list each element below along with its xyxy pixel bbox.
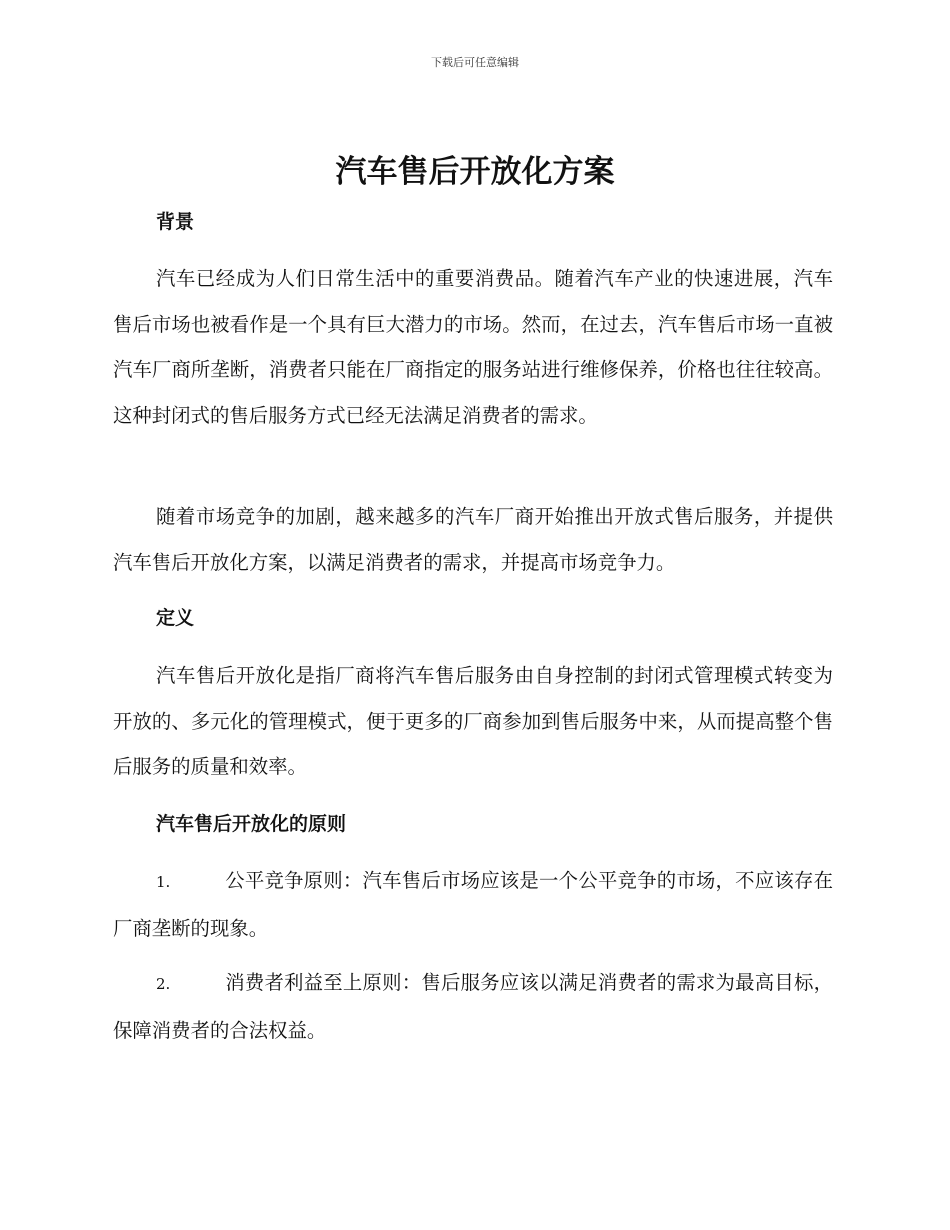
background-paragraph: 随着市场竞争的加剧，越来越多的汽车厂商开始推出开放式售后服务，并提供汽车售后开放化方案，以满足消费者的需求，并提高市场竞争力。 [113, 505, 833, 574]
list-item [113, 960, 833, 1053]
header-note: 下载后可任意编辑 [431, 56, 519, 69]
section-heading-background: 背景 [156, 211, 195, 233]
list-item-number: 1. [156, 873, 171, 891]
list-item [113, 858, 833, 951]
list-item-text: 消费者利益至上原则：售后服务应该以满足消费者的需求为最高目标，保障消费者的合法权益。 [113, 971, 833, 1042]
document-title: 汽车售后开放化方案 [335, 154, 615, 190]
list-item-text: 公平竞争原则：汽车售后市场应该是一个公平竞争的市场，不应该存在厂商垄断的现象。 [113, 869, 833, 940]
definition-paragraph: 汽车售后开放化是指厂商将汽车售后服务由自身控制的封闭式管理模式转变为开放的、多元化的管理模式，便于更多的厂商参加到售后服务中来，从而提高整个售后服务的质量和效率。 [113, 664, 833, 778]
section-heading-principles: 汽车售后开放化的原则 [156, 813, 347, 835]
list-item-number: 2. [156, 975, 171, 993]
section-heading-definition: 定义 [156, 607, 195, 629]
background-paragraph: 汽车已经成为人们日常生活中的重要消费品。随着汽车产业的快速进展，汽车售后市场也被看作是一个具有巨大潜力的市场。然而，在过去，汽车售后市场一直被汽车厂商所垄断，消费者只能在厂商指定的服务站进行维修保养，价格也往往较高。这种封闭式的售后服务方式已经无法满足消费者的需求。 [113, 267, 833, 427]
